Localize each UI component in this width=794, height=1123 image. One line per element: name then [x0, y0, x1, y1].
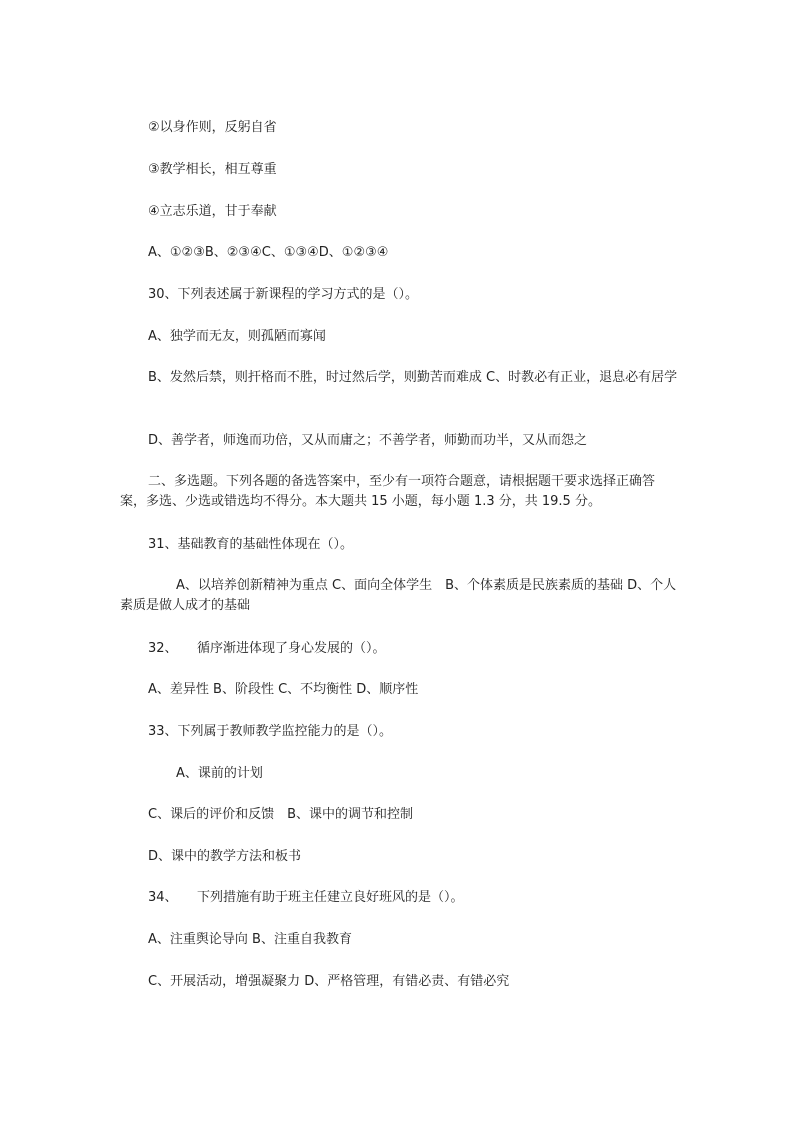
question-32: 32、 循序渐进体现了身心发展的（）。: [148, 641, 386, 656]
question-33: 33、下列属于教师教学监控能力的是（）。: [148, 724, 393, 739]
option-line: ②以身作则，反躬自省: [148, 120, 277, 135]
section-heading: 二、多选题。下列各题的备选答案中，至少有一项符合题意，请根据题干要求选择正确答案，多选、少选或错选均不得分。本大题共 15 小题，每小题 1.3 分，共 19.5 分。: [120, 474, 656, 509]
option-line: D、善学者，师逸而功倍，又从而庸之；不善学者，师勤而功半，又从而怨之: [148, 433, 588, 448]
answer-options: A、注重舆论导向 B、注重自我教育: [148, 932, 352, 947]
answer-options: C、开展活动，增强凝聚力 D、严格管理，有错必责、有错必究: [148, 974, 510, 989]
question-31: 31、基础教育的基础性体现在（）。: [148, 537, 354, 552]
answer-options: A、差异性 B、阶段性 C、不均衡性 D、顺序性: [148, 682, 419, 697]
option-line: A、独学而无友，则孤陋而寡闻: [148, 329, 326, 344]
option-line: ③教学相长，相互尊重: [148, 162, 277, 177]
option-line: D、课中的教学方法和板书: [148, 849, 302, 864]
option-line: A、课前的计划: [176, 766, 263, 781]
question-34: 34、 下列措施有助于班主任建立良好班风的是（）。: [148, 890, 464, 905]
answer-options: A、①②③B、②③④C、①③④D、①②③④: [148, 245, 389, 260]
answer-options: A、以培养创新精神为重点 C、面向全体学生 B、个体素质是民族素质的基础 D、个人素质是做人成才的基础: [120, 578, 677, 613]
option-line: ④立志乐道，甘于奉献: [148, 204, 277, 219]
option-line: B、发然后禁，则扞格而不胜，时过然后学，则勤苦而难成 C、时教必有正业，退息必有居学: [148, 370, 678, 385]
question-30: 30、下列表述属于新课程的学习方式的是（）。: [148, 287, 419, 302]
option-line: C、课后的评价和反馈 B、课中的调节和控制: [148, 807, 413, 822]
